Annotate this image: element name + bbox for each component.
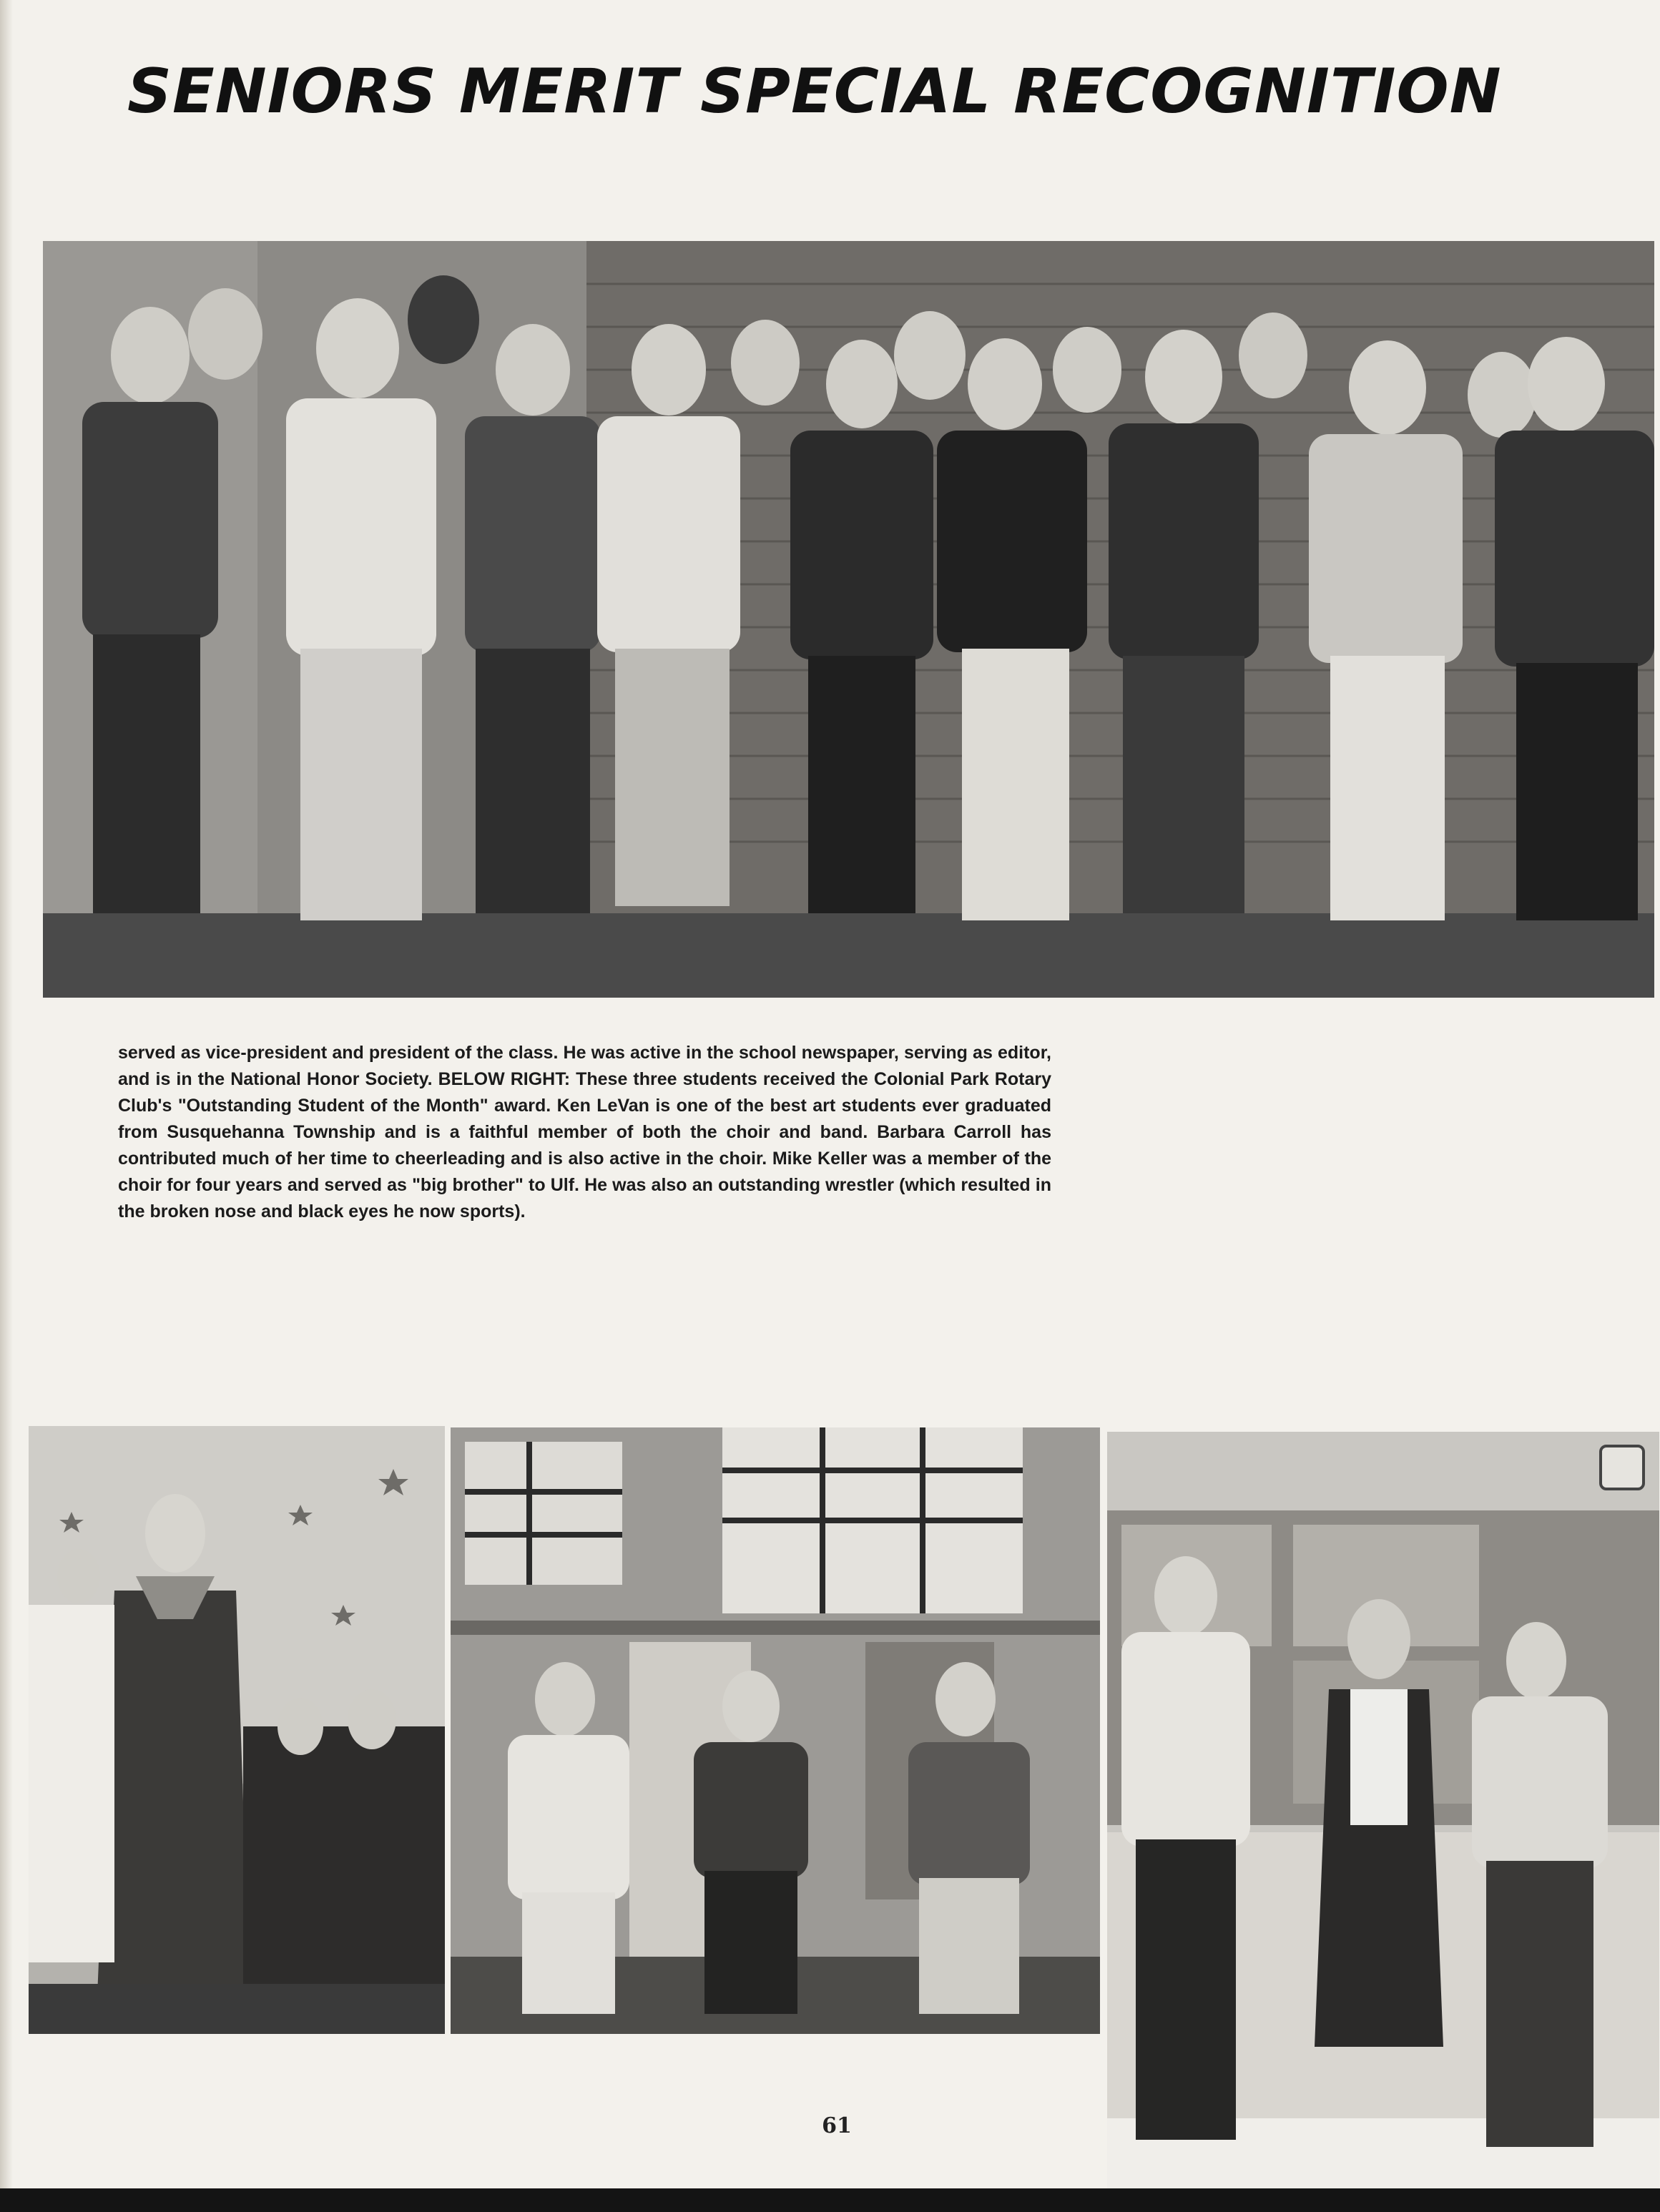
page-edge-shadow — [0, 0, 13, 2212]
choir-photo-illustration — [29, 1426, 445, 2034]
group-photo-illustration — [43, 241, 1654, 998]
group-photo-seniors — [43, 241, 1654, 998]
page-bottom-edge — [0, 2188, 1660, 2212]
page-headline: SENIORS MERIT SPECIAL RECOGNITION — [127, 56, 1502, 127]
photo-caption-text: served as vice-president and president of the class. He was active in the school newspaper, serving as editor, and is in the National Honor Society. BELOW RIGHT: These three students received the Colonial Park Rotary Club's "Outstanding Student of the Month" award. Ken LeVan is one of the best art students ever graduated from Susquehanna Township and is a faithful member of both the choir and band. Barbara Carroll has contributed much of her time to cheerleading and is also active in the choir. Mike Keller was a member of the choir for four years and served as "big brother" to Ulf. He was also an outstanding wrestler (which resulted in the broken nose and black eyes he now sports). — [118, 1043, 1051, 1221]
photo-award-students — [1107, 1432, 1659, 2188]
page-number: 61 — [822, 2113, 852, 2138]
library-photo-illustration — [451, 1427, 1100, 2034]
award-photo-illustration — [1107, 1432, 1659, 2188]
photo-library-students — [451, 1427, 1100, 2034]
photo-choir-soloist — [29, 1426, 445, 2034]
